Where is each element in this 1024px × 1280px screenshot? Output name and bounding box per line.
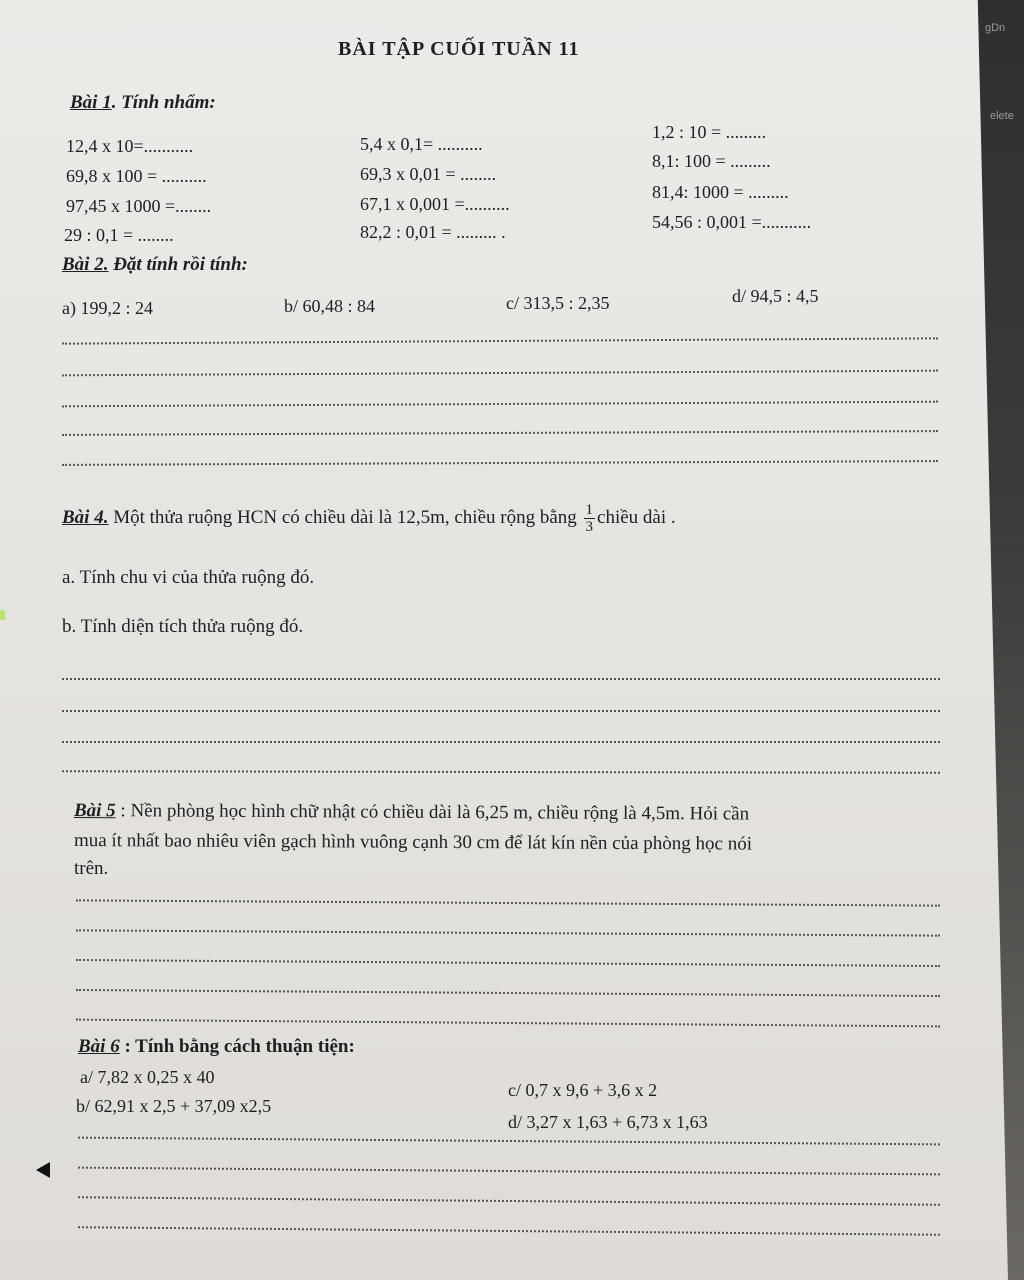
bai2-item-a: a) 199,2 : 24 bbox=[62, 298, 153, 318]
bai1-col1-item: 97,45 x 1000 =........ bbox=[66, 196, 212, 216]
page-title: BÀI TẬP CUỐI TUẦN 11 bbox=[338, 38, 580, 60]
bai4-question-a: a. Tính chu vi của thửa ruộng đó. bbox=[62, 567, 315, 588]
bai1-label: Bài 1 bbox=[70, 92, 112, 113]
bai6-item-a: a/ 7,82 x 0,25 x 40 bbox=[80, 1067, 215, 1087]
answer-line bbox=[62, 710, 940, 712]
bai5-text-1: : Nền phòng học hình chữ nhật có chiều dài là 6,25 m, chiều rộng là 4,5m. Hỏi cần bbox=[115, 800, 750, 825]
fraction-numerator: 1 bbox=[585, 502, 594, 518]
bai1-col2-item: 5,4 x 0,1= .......... bbox=[360, 134, 483, 154]
background-corner-text: gDn bbox=[985, 22, 1006, 34]
bai1-col2-item: 82,2 : 0,01 = ......... . bbox=[360, 222, 506, 242]
bai2-label: Bài 2. bbox=[62, 254, 109, 275]
bai4-problem bbox=[62, 502, 676, 535]
bai6-heading bbox=[78, 1036, 355, 1058]
bai1-col3-item: 8,1: 100 = ......... bbox=[652, 151, 771, 171]
bai1-col2-item: 67,1 x 0,001 =.......... bbox=[360, 194, 510, 214]
speaker-icon bbox=[36, 1162, 50, 1178]
bai2-item-d: d/ 94,5 : 4,5 bbox=[732, 286, 819, 306]
background-side-text: elete bbox=[990, 110, 1014, 122]
bai1-col2-item: 69,3 x 0,01 = ........ bbox=[360, 164, 497, 184]
bai2-item-c: c/ 313,5 : 2,35 bbox=[506, 293, 610, 313]
bai1-col3-item: 1,2 : 10 = ......... bbox=[652, 122, 767, 142]
bai1-col3-item: 81,4: 1000 = ......... bbox=[652, 182, 789, 202]
bai2-title: Đặt tính rồi tính: bbox=[108, 254, 248, 275]
fraction-one-third bbox=[584, 502, 596, 535]
bai5-label: Bài 5 bbox=[73, 800, 116, 822]
bai5-line-1 bbox=[74, 800, 749, 826]
bai1-title: . Tính nhẩm: bbox=[111, 92, 216, 113]
bai1-col3-item: 54,56 : 0,001 =........... bbox=[652, 212, 812, 232]
bai2-item-b: b/ 60,48 : 84 bbox=[284, 296, 376, 316]
bai6-item-b: b/ 62,91 x 2,5 + 37,09 x2,5 bbox=[76, 1096, 272, 1116]
bai1-col1-item: 12,4 x 10=........... bbox=[66, 136, 194, 156]
bai4-label: Bài 4. bbox=[62, 506, 109, 528]
bai4-text: Một thửa ruộng HCN có chiều dài là 12,5m, chiều rộng bằng bbox=[108, 506, 582, 528]
bai5-line-3: trên. bbox=[74, 858, 109, 879]
bai2-heading bbox=[62, 254, 248, 276]
bai1-heading bbox=[70, 92, 216, 114]
answer-line bbox=[62, 741, 940, 743]
bai5-line-2: mua ít nhất bao nhiêu viên gạch hình vuông cạnh 30 cm để lát kín nền của phòng học nói bbox=[73, 830, 753, 855]
bai6-label: Bài 6 bbox=[78, 1036, 120, 1057]
bai1-col1-item: 29 : 0,1 = ........ bbox=[64, 225, 174, 245]
answer-line bbox=[62, 678, 940, 680]
green-light-dot bbox=[0, 610, 5, 620]
bai1-col1-item: 69,8 x 100 = .......... bbox=[66, 166, 207, 186]
bai6-title: : Tính bằng cách thuận tiện: bbox=[119, 1036, 355, 1057]
bai4-question-b: b. Tính diện tích thửa ruộng đó. bbox=[62, 616, 304, 637]
bai4-text-end: chiều dài . bbox=[597, 506, 676, 528]
fraction-denominator: 3 bbox=[585, 519, 594, 535]
bai6-item-c: c/ 0,7 x 9,6 + 3,6 x 2 bbox=[508, 1080, 658, 1100]
bai6-item-d: d/ 3,27 x 1,63 + 6,73 x 1,63 bbox=[508, 1112, 708, 1132]
